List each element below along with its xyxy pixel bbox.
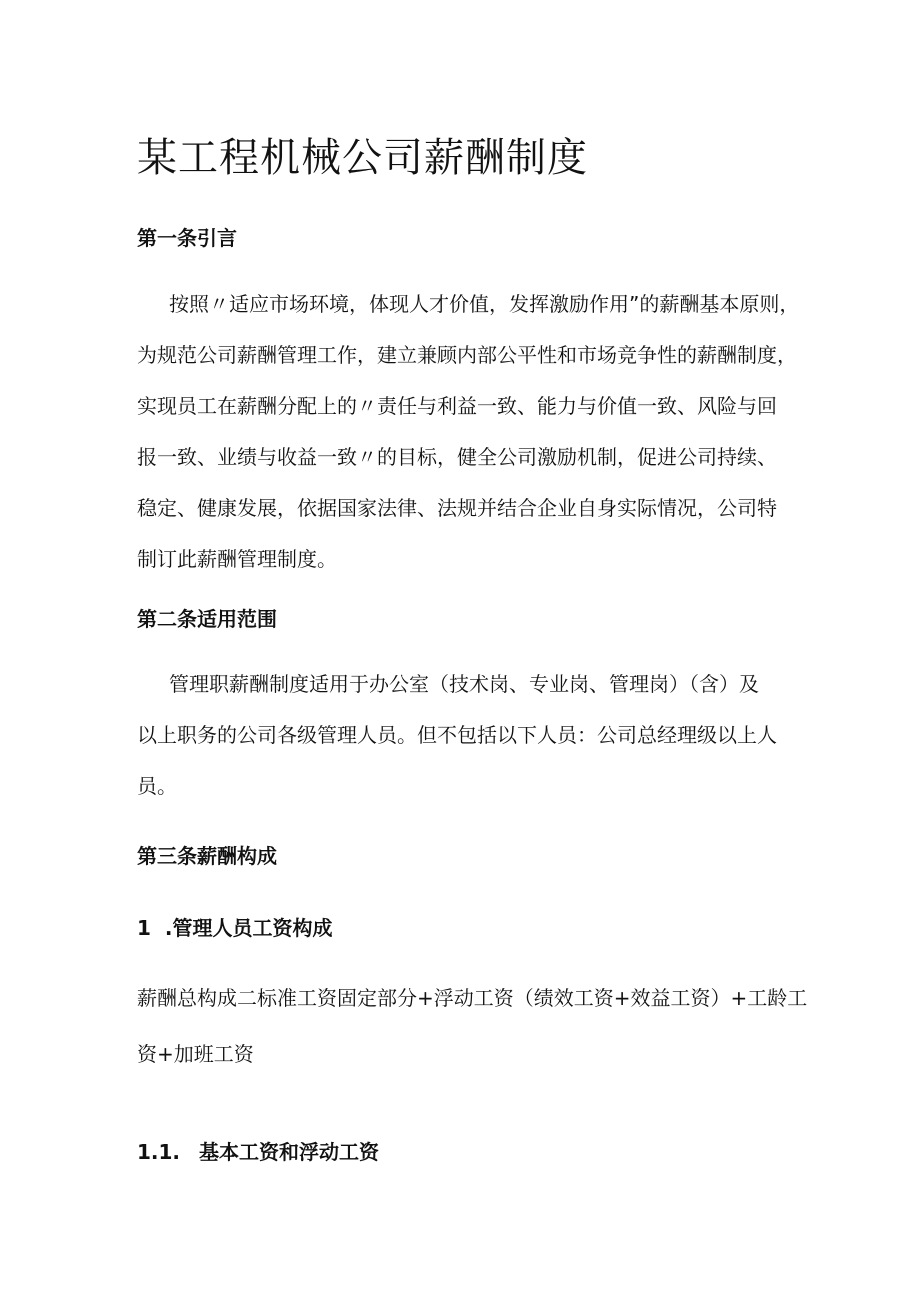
article-3-heading: 第三条薪酬构成: [137, 844, 277, 868]
section-1-1-title: 基本工资和浮动工资: [199, 1140, 379, 1164]
section-1-paragraph: [137, 970, 808, 1082]
paragraph-line: 制订此薪酬管理制度。: [137, 547, 337, 571]
paragraph-line: 报一致、业绩与收益一致〃的目标，健全公司激励机制，促进公司持续、: [137, 445, 777, 469]
section-1-heading: 1 .管理人员工资构成: [137, 916, 333, 940]
section-1-1-heading: [137, 1136, 379, 1165]
paragraph-line: 薪酬总构成二标准工资固定部分+浮动工资（绩效工资+效益工资）+工龄工: [137, 986, 808, 1010]
article-2-heading: 第二条适用范围: [137, 607, 277, 631]
article-1-heading: 第一条引言: [137, 226, 237, 250]
paragraph-line: 管理职薪酬制度适用于办公室（技术岗、专业岗、管理岗）（含）及: [169, 672, 759, 696]
paragraph-line: 稳定、健康发展，依据国家法律、法规并结合企业自身实际情况，公司特: [137, 496, 777, 520]
paragraph-line: 为规范公司薪酬管理工作，建立兼顾内部公平性和市场竞争性的薪酬制度，: [137, 343, 797, 367]
paragraph-line: 实现员工在薪酬分配上的〃责任与利益一致、能力与价值一致、风险与回: [137, 394, 777, 418]
paragraph-line: 资+加班工资: [137, 1042, 254, 1066]
article-2-paragraph: [137, 659, 797, 812]
paragraph-line: 按照〃适应市场环境，体现人才价值，发挥激励作用”的薪酬基本原则，: [169, 292, 800, 316]
document-title: 某工程机械公司薪酬制度: [137, 135, 588, 181]
section-1-1-number: 1.1.: [137, 1140, 181, 1164]
paragraph-line: 员。: [137, 774, 177, 798]
article-1-paragraph: [137, 279, 800, 585]
paragraph-line: 以上职务的公司各级管理人员。但不包括以下人员：公司总经理级以上人: [137, 723, 777, 747]
